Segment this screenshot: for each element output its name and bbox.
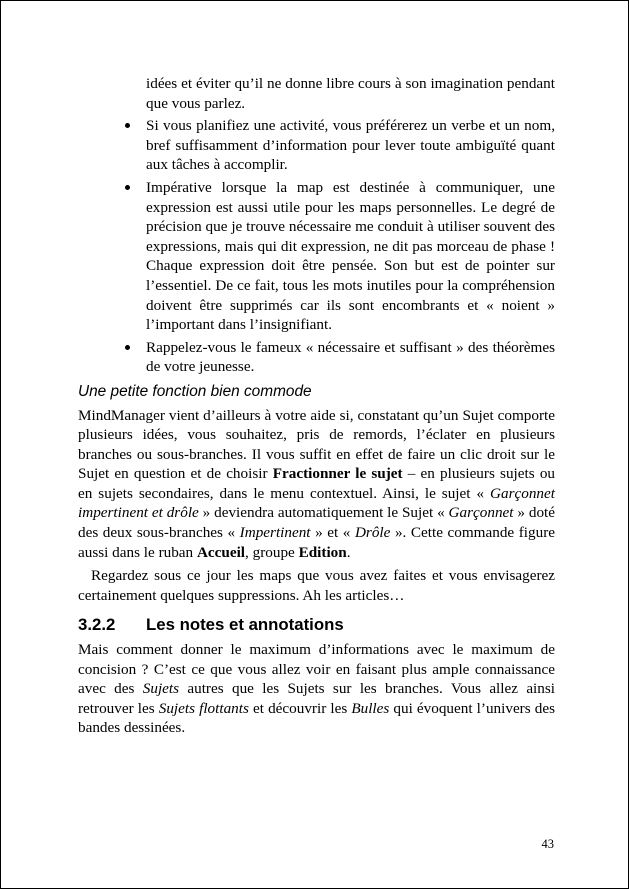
bullet-text: Rappelez-vous le fameux « nécessaire et suffisant » des théorèmes de votre jeunesse. — [146, 338, 555, 376]
paragraph-regardez: Regardez sous ce jour les maps que vous avez faites et vous envisagerez certainement quelques suppressions. Ah les articles… — [78, 567, 555, 604]
paragraph-notes: Mais comment donner le maximum d’informations avec le maximum de concision ? C’est ce que vous allez voir en faisant plus ample connaissance avec des Sujets autres que les Sujets sur les branches. Vous allez ainsi retrouver les Sujets flottants et découvrir les Bulles qui évoquent l’univers des bandes dessinées. — [78, 641, 556, 737]
bullet-text: Si vous planifiez une activité, vous préférerez un verbe et un nom, bref suffisamment d’information pour lever toute ambiguïté quant aux tâches à accomplir. — [146, 117, 555, 174]
bullet-item — [78, 178, 555, 335]
section-number: 3.2.2 — [78, 615, 116, 635]
page-number: 43 — [541, 837, 554, 851]
bullet-item — [78, 338, 555, 377]
bullet-list — [78, 116, 555, 377]
bullet-text: Impérative lorsque la map est destinée à communiquer, une expression est aussi utile pour les maps personnelles. Le degré de précision que je trouve nécessaire me conduit à utiliser souvent des expressions, mais qui dit expression, ne dit pas morceau de phase ! Chaque expression doit être pensée. Son but est de pointer sur l’essentiel. De ce fait, tous les mots inutiles pour la compréhension doivent être supprimés car ils sont encombrants et « noient » l’important dans l’insignifiant. — [146, 178, 555, 334]
bullet-continuation: idées et éviter qu’il ne donne libre cours à son imagination pendant que vous parlez. — [146, 75, 555, 112]
bullet-dot-icon — [125, 185, 130, 190]
paragraph-fractionner: MindManager vient d’ailleurs à votre aide si, constatant qu’un Sujet comporte plusieurs idées, vous souhaitez, pris de remords, l’éclater en plusieurs branches ou sous-branches. Il vous suffit en effet de faire un clic droit sur le Sujet en question et de choisir Fractionner le sujet – en plusieurs sujets ou en sujets secondaires, dans le menu contextuel. Ainsi, le sujet « Garçonnet impertinent et drôle » deviendra automatiquement le Sujet « Garçonnet » doté des deux sous-branches « Impertinent » et « Drôle ». Cette commande figure aussi dans le ruban Accueil, groupe Edition. — [78, 406, 556, 561]
section-title: Les notes et annotations — [146, 615, 344, 635]
page-content — [78, 74, 555, 738]
bullet-dot-icon — [125, 123, 130, 128]
subheading: Une petite fonction bien commode — [78, 382, 312, 400]
bullet-dot-icon — [125, 345, 130, 350]
bullet-item — [78, 116, 555, 175]
section-heading — [78, 615, 555, 635]
